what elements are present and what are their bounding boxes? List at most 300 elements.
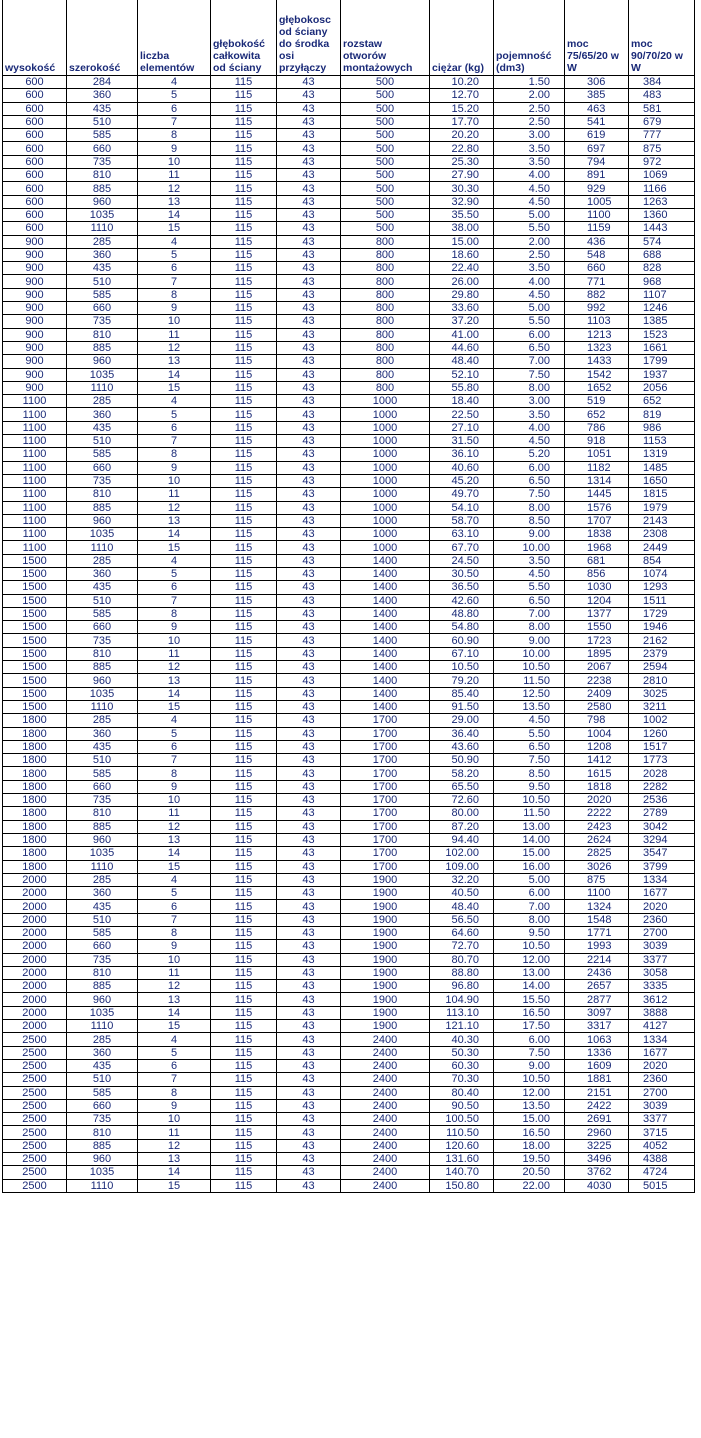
cell-glebokosc-calkowita: 115 bbox=[211, 581, 277, 594]
cell-moc-75: 2877 bbox=[565, 993, 629, 1006]
cell-moc-75: 2624 bbox=[565, 833, 629, 846]
cell-glebokosc-calkowita: 115 bbox=[211, 315, 277, 328]
cell-liczba-elementow: 4 bbox=[138, 76, 211, 89]
cell-ciezar: 140.70 bbox=[430, 1166, 494, 1179]
cell-ciezar: 18.40 bbox=[430, 395, 494, 408]
cell-pojemnosc: 7.50 bbox=[494, 754, 565, 767]
cell-moc-90: 2360 bbox=[629, 1073, 695, 1086]
cell-liczba-elementow: 6 bbox=[138, 581, 211, 594]
cell-liczba-elementow: 11 bbox=[138, 966, 211, 979]
cell-szerokosc: 960 bbox=[67, 833, 138, 846]
cell-moc-90: 1334 bbox=[629, 1033, 695, 1046]
cell-pojemnosc: 10.00 bbox=[494, 541, 565, 554]
cell-liczba-elementow: 15 bbox=[138, 700, 211, 713]
cell-glebokosc-calkowita: 115 bbox=[211, 687, 277, 700]
cell-pojemnosc: 2.50 bbox=[494, 115, 565, 128]
cell-wysokosc: 600 bbox=[3, 155, 67, 168]
cell-szerokosc: 960 bbox=[67, 195, 138, 208]
cell-rozstaw-otworow: 1700 bbox=[341, 767, 430, 780]
cell-moc-90: 4724 bbox=[629, 1166, 695, 1179]
cell-glebokosc-osi: 43 bbox=[277, 169, 341, 182]
cell-rozstaw-otworow: 500 bbox=[341, 115, 430, 128]
cell-moc-75: 2691 bbox=[565, 1113, 629, 1126]
cell-glebokosc-calkowita: 115 bbox=[211, 368, 277, 381]
cell-moc-75: 1968 bbox=[565, 541, 629, 554]
cell-szerokosc: 960 bbox=[67, 514, 138, 527]
cell-pojemnosc: 14.00 bbox=[494, 833, 565, 846]
cell-wysokosc: 600 bbox=[3, 76, 67, 89]
cell-ciezar: 48.40 bbox=[430, 355, 494, 368]
cell-wysokosc: 900 bbox=[3, 328, 67, 341]
table-row bbox=[3, 448, 695, 461]
cell-moc-75: 918 bbox=[565, 435, 629, 448]
table-row bbox=[3, 714, 695, 727]
cell-pojemnosc: 13.50 bbox=[494, 1099, 565, 1112]
table-row bbox=[3, 76, 695, 89]
cell-glebokosc-calkowita: 115 bbox=[211, 208, 277, 221]
cell-glebokosc-osi: 43 bbox=[277, 727, 341, 740]
cell-moc-75: 3762 bbox=[565, 1166, 629, 1179]
cell-wysokosc: 600 bbox=[3, 222, 67, 235]
cell-wysokosc: 2000 bbox=[3, 1006, 67, 1019]
cell-glebokosc-osi: 43 bbox=[277, 647, 341, 660]
table-row bbox=[3, 674, 695, 687]
cell-ciezar: 54.10 bbox=[430, 501, 494, 514]
cell-rozstaw-otworow: 2400 bbox=[341, 1033, 430, 1046]
cell-glebokosc-osi: 43 bbox=[277, 514, 341, 527]
cell-moc-75: 3026 bbox=[565, 860, 629, 873]
table-row bbox=[3, 687, 695, 700]
cell-szerokosc: 810 bbox=[67, 1126, 138, 1139]
cell-moc-90: 1293 bbox=[629, 581, 695, 594]
cell-rozstaw-otworow: 500 bbox=[341, 155, 430, 168]
cell-ciezar: 27.90 bbox=[430, 169, 494, 182]
cell-wysokosc: 1100 bbox=[3, 488, 67, 501]
cell-liczba-elementow: 5 bbox=[138, 408, 211, 421]
table-row bbox=[3, 621, 695, 634]
cell-moc-90: 2810 bbox=[629, 674, 695, 687]
cell-ciezar: 60.30 bbox=[430, 1059, 494, 1072]
cell-liczba-elementow: 9 bbox=[138, 780, 211, 793]
cell-szerokosc: 585 bbox=[67, 1086, 138, 1099]
cell-rozstaw-otworow: 800 bbox=[341, 235, 430, 248]
cell-liczba-elementow: 5 bbox=[138, 567, 211, 580]
cell-glebokosc-osi: 43 bbox=[277, 435, 341, 448]
cell-glebokosc-osi: 43 bbox=[277, 927, 341, 940]
cell-pojemnosc: 1.50 bbox=[494, 76, 565, 89]
cell-moc-90: 2028 bbox=[629, 767, 695, 780]
cell-pojemnosc: 3.50 bbox=[494, 262, 565, 275]
cell-moc-90: 875 bbox=[629, 142, 695, 155]
cell-pojemnosc: 15.00 bbox=[494, 847, 565, 860]
cell-ciezar: 67.10 bbox=[430, 647, 494, 660]
cell-moc-90: 968 bbox=[629, 275, 695, 288]
cell-pojemnosc: 5.00 bbox=[494, 208, 565, 221]
cell-wysokosc: 1500 bbox=[3, 661, 67, 674]
cell-moc-90: 1074 bbox=[629, 567, 695, 580]
cell-rozstaw-otworow: 1900 bbox=[341, 940, 430, 953]
cell-moc-90: 1385 bbox=[629, 315, 695, 328]
cell-moc-90: 1815 bbox=[629, 488, 695, 501]
cell-glebokosc-calkowita: 115 bbox=[211, 1099, 277, 1112]
cell-szerokosc: 1035 bbox=[67, 847, 138, 860]
cell-moc-75: 891 bbox=[565, 169, 629, 182]
cell-rozstaw-otworow: 1400 bbox=[341, 554, 430, 567]
cell-glebokosc-calkowita: 115 bbox=[211, 262, 277, 275]
cell-pojemnosc: 19.50 bbox=[494, 1153, 565, 1166]
cell-moc-90: 1443 bbox=[629, 222, 695, 235]
cell-szerokosc: 735 bbox=[67, 1113, 138, 1126]
table-row bbox=[3, 607, 695, 620]
table-row bbox=[3, 182, 695, 195]
cell-liczba-elementow: 14 bbox=[138, 368, 211, 381]
cell-szerokosc: 510 bbox=[67, 913, 138, 926]
cell-moc-90: 1334 bbox=[629, 873, 695, 886]
cell-pojemnosc: 16.00 bbox=[494, 860, 565, 873]
cell-wysokosc: 1500 bbox=[3, 621, 67, 634]
cell-moc-90: 688 bbox=[629, 248, 695, 261]
table-row bbox=[3, 355, 695, 368]
cell-wysokosc: 900 bbox=[3, 341, 67, 354]
cell-szerokosc: 885 bbox=[67, 182, 138, 195]
cell-glebokosc-osi: 43 bbox=[277, 129, 341, 142]
cell-szerokosc: 660 bbox=[67, 780, 138, 793]
cell-glebokosc-calkowita: 115 bbox=[211, 754, 277, 767]
table-row bbox=[3, 421, 695, 434]
cell-moc-90: 1661 bbox=[629, 341, 695, 354]
cell-rozstaw-otworow: 2400 bbox=[341, 1126, 430, 1139]
cell-wysokosc: 2000 bbox=[3, 913, 67, 926]
header-row bbox=[3, 0, 695, 76]
cell-pojemnosc: 6.00 bbox=[494, 461, 565, 474]
cell-szerokosc: 885 bbox=[67, 661, 138, 674]
table-row bbox=[3, 940, 695, 953]
cell-glebokosc-calkowita: 115 bbox=[211, 607, 277, 620]
cell-rozstaw-otworow: 500 bbox=[341, 76, 430, 89]
cell-glebokosc-osi: 43 bbox=[277, 448, 341, 461]
table-row bbox=[3, 780, 695, 793]
cell-wysokosc: 1800 bbox=[3, 780, 67, 793]
cell-glebokosc-calkowita: 115 bbox=[211, 115, 277, 128]
cell-glebokosc-calkowita: 115 bbox=[211, 1073, 277, 1086]
cell-rozstaw-otworow: 1000 bbox=[341, 408, 430, 421]
cell-pojemnosc: 10.50 bbox=[494, 1073, 565, 1086]
cell-glebokosc-osi: 43 bbox=[277, 594, 341, 607]
cell-pojemnosc: 22.00 bbox=[494, 1179, 565, 1192]
cell-liczba-elementow: 14 bbox=[138, 847, 211, 860]
cell-szerokosc: 885 bbox=[67, 980, 138, 993]
cell-moc-90: 3211 bbox=[629, 700, 695, 713]
cell-moc-75: 786 bbox=[565, 421, 629, 434]
table-row bbox=[3, 195, 695, 208]
cell-moc-75: 1030 bbox=[565, 581, 629, 594]
cell-glebokosc-calkowita: 115 bbox=[211, 1113, 277, 1126]
table-row bbox=[3, 248, 695, 261]
cell-pojemnosc: 7.50 bbox=[494, 368, 565, 381]
table-row bbox=[3, 1166, 695, 1179]
cell-moc-90: 2789 bbox=[629, 807, 695, 820]
cell-moc-75: 2222 bbox=[565, 807, 629, 820]
cell-rozstaw-otworow: 1900 bbox=[341, 953, 430, 966]
table-row bbox=[3, 408, 695, 421]
cell-pojemnosc: 6.00 bbox=[494, 1033, 565, 1046]
cell-szerokosc: 360 bbox=[67, 248, 138, 261]
cell-moc-90: 1319 bbox=[629, 448, 695, 461]
cell-liczba-elementow: 11 bbox=[138, 328, 211, 341]
cell-wysokosc: 900 bbox=[3, 368, 67, 381]
cell-glebokosc-calkowita: 115 bbox=[211, 1033, 277, 1046]
cell-ciezar: 33.60 bbox=[430, 302, 494, 315]
cell-szerokosc: 960 bbox=[67, 355, 138, 368]
cell-rozstaw-otworow: 500 bbox=[341, 129, 430, 142]
cell-ciezar: 10.50 bbox=[430, 661, 494, 674]
table-row bbox=[3, 887, 695, 900]
cell-moc-75: 1707 bbox=[565, 514, 629, 527]
cell-wysokosc: 2000 bbox=[3, 993, 67, 1006]
cell-ciezar: 72.70 bbox=[430, 940, 494, 953]
cell-glebokosc-osi: 43 bbox=[277, 1020, 341, 1033]
table-row bbox=[3, 581, 695, 594]
cell-liczba-elementow: 6 bbox=[138, 740, 211, 753]
cell-liczba-elementow: 4 bbox=[138, 1033, 211, 1046]
cell-rozstaw-otworow: 800 bbox=[341, 315, 430, 328]
cell-rozstaw-otworow: 2400 bbox=[341, 1059, 430, 1072]
cell-glebokosc-calkowita: 115 bbox=[211, 887, 277, 900]
cell-moc-75: 1818 bbox=[565, 780, 629, 793]
cell-wysokosc: 1100 bbox=[3, 395, 67, 408]
cell-szerokosc: 960 bbox=[67, 674, 138, 687]
cell-rozstaw-otworow: 800 bbox=[341, 381, 430, 394]
table-row bbox=[3, 488, 695, 501]
cell-rozstaw-otworow: 1400 bbox=[341, 581, 430, 594]
cell-szerokosc: 585 bbox=[67, 927, 138, 940]
cell-moc-90: 1979 bbox=[629, 501, 695, 514]
cell-moc-75: 4030 bbox=[565, 1179, 629, 1192]
header-wysokosc: wysokość bbox=[3, 0, 67, 76]
cell-liczba-elementow: 9 bbox=[138, 142, 211, 155]
cell-glebokosc-osi: 43 bbox=[277, 488, 341, 501]
table-row bbox=[3, 368, 695, 381]
cell-glebokosc-osi: 43 bbox=[277, 1153, 341, 1166]
cell-wysokosc: 2500 bbox=[3, 1046, 67, 1059]
cell-szerokosc: 1035 bbox=[67, 528, 138, 541]
cell-moc-75: 875 bbox=[565, 873, 629, 886]
cell-glebokosc-osi: 43 bbox=[277, 474, 341, 487]
cell-pojemnosc: 5.00 bbox=[494, 873, 565, 886]
cell-glebokosc-calkowita: 115 bbox=[211, 1126, 277, 1139]
cell-liczba-elementow: 4 bbox=[138, 235, 211, 248]
cell-glebokosc-calkowita: 115 bbox=[211, 222, 277, 235]
cell-glebokosc-calkowita: 115 bbox=[211, 182, 277, 195]
cell-moc-75: 2580 bbox=[565, 700, 629, 713]
cell-pojemnosc: 15.50 bbox=[494, 993, 565, 1006]
cell-pojemnosc: 7.00 bbox=[494, 355, 565, 368]
cell-wysokosc: 1800 bbox=[3, 860, 67, 873]
cell-wysokosc: 1500 bbox=[3, 567, 67, 580]
cell-glebokosc-calkowita: 115 bbox=[211, 275, 277, 288]
cell-wysokosc: 1800 bbox=[3, 847, 67, 860]
cell-moc-90: 3377 bbox=[629, 1113, 695, 1126]
cell-glebokosc-calkowita: 115 bbox=[211, 142, 277, 155]
cell-moc-90: 4052 bbox=[629, 1139, 695, 1152]
cell-moc-75: 1182 bbox=[565, 461, 629, 474]
header-moc-90-70-20: moc 90/70/20 w W bbox=[629, 0, 695, 76]
table-row bbox=[3, 754, 695, 767]
cell-szerokosc: 1035 bbox=[67, 687, 138, 700]
cell-szerokosc: 885 bbox=[67, 341, 138, 354]
cell-moc-90: 1360 bbox=[629, 208, 695, 221]
cell-liczba-elementow: 10 bbox=[138, 953, 211, 966]
cell-glebokosc-osi: 43 bbox=[277, 1166, 341, 1179]
cell-moc-75: 1550 bbox=[565, 621, 629, 634]
cell-szerokosc: 885 bbox=[67, 1139, 138, 1152]
cell-glebokosc-calkowita: 115 bbox=[211, 421, 277, 434]
cell-szerokosc: 285 bbox=[67, 554, 138, 567]
table-row bbox=[3, 541, 695, 554]
cell-wysokosc: 1800 bbox=[3, 754, 67, 767]
cell-szerokosc: 810 bbox=[67, 647, 138, 660]
cell-moc-75: 1609 bbox=[565, 1059, 629, 1072]
cell-glebokosc-osi: 43 bbox=[277, 621, 341, 634]
cell-ciezar: 27.10 bbox=[430, 421, 494, 434]
cell-ciezar: 32.20 bbox=[430, 873, 494, 886]
cell-glebokosc-calkowita: 115 bbox=[211, 155, 277, 168]
table-row bbox=[3, 807, 695, 820]
cell-glebokosc-osi: 43 bbox=[277, 847, 341, 860]
cell-moc-75: 3496 bbox=[565, 1153, 629, 1166]
cell-glebokosc-calkowita: 115 bbox=[211, 488, 277, 501]
table-row bbox=[3, 1006, 695, 1019]
table-row bbox=[3, 661, 695, 674]
cell-ciezar: 45.20 bbox=[430, 474, 494, 487]
cell-ciezar: 24.50 bbox=[430, 554, 494, 567]
cell-szerokosc: 735 bbox=[67, 794, 138, 807]
cell-glebokosc-calkowita: 115 bbox=[211, 288, 277, 301]
cell-rozstaw-otworow: 1700 bbox=[341, 860, 430, 873]
cell-pojemnosc: 6.00 bbox=[494, 887, 565, 900]
cell-moc-90: 1937 bbox=[629, 368, 695, 381]
cell-szerokosc: 735 bbox=[67, 155, 138, 168]
table-body bbox=[3, 76, 695, 1193]
table-row bbox=[3, 1073, 695, 1086]
cell-moc-90: 4127 bbox=[629, 1020, 695, 1033]
table-row bbox=[3, 341, 695, 354]
cell-rozstaw-otworow: 1000 bbox=[341, 461, 430, 474]
table-row bbox=[3, 1086, 695, 1099]
cell-ciezar: 36.10 bbox=[430, 448, 494, 461]
cell-moc-75: 2422 bbox=[565, 1099, 629, 1112]
table-row bbox=[3, 554, 695, 567]
cell-wysokosc: 2500 bbox=[3, 1033, 67, 1046]
cell-rozstaw-otworow: 800 bbox=[341, 328, 430, 341]
cell-ciezar: 40.30 bbox=[430, 1033, 494, 1046]
cell-glebokosc-osi: 43 bbox=[277, 102, 341, 115]
cell-rozstaw-otworow: 1400 bbox=[341, 634, 430, 647]
cell-rozstaw-otworow: 1900 bbox=[341, 873, 430, 886]
cell-moc-75: 660 bbox=[565, 262, 629, 275]
cell-ciezar: 26.00 bbox=[430, 275, 494, 288]
cell-moc-75: 929 bbox=[565, 182, 629, 195]
cell-rozstaw-otworow: 800 bbox=[341, 302, 430, 315]
cell-wysokosc: 2500 bbox=[3, 1113, 67, 1126]
cell-moc-90: 5015 bbox=[629, 1179, 695, 1192]
cell-wysokosc: 2000 bbox=[3, 927, 67, 940]
cell-moc-75: 2657 bbox=[565, 980, 629, 993]
cell-liczba-elementow: 6 bbox=[138, 262, 211, 275]
cell-liczba-elementow: 13 bbox=[138, 674, 211, 687]
table-row bbox=[3, 1153, 695, 1166]
cell-wysokosc: 1100 bbox=[3, 408, 67, 421]
cell-glebokosc-osi: 43 bbox=[277, 833, 341, 846]
cell-pojemnosc: 8.00 bbox=[494, 913, 565, 926]
cell-pojemnosc: 18.00 bbox=[494, 1139, 565, 1152]
cell-szerokosc: 885 bbox=[67, 501, 138, 514]
table-row bbox=[3, 155, 695, 168]
cell-moc-75: 1838 bbox=[565, 528, 629, 541]
cell-glebokosc-osi: 43 bbox=[277, 461, 341, 474]
cell-rozstaw-otworow: 1000 bbox=[341, 435, 430, 448]
cell-szerokosc: 810 bbox=[67, 807, 138, 820]
cell-liczba-elementow: 15 bbox=[138, 541, 211, 554]
table-row bbox=[3, 129, 695, 142]
cell-moc-90: 1799 bbox=[629, 355, 695, 368]
cell-ciezar: 80.40 bbox=[430, 1086, 494, 1099]
cell-glebokosc-calkowita: 115 bbox=[211, 833, 277, 846]
cell-glebokosc-calkowita: 115 bbox=[211, 501, 277, 514]
cell-wysokosc: 1500 bbox=[3, 674, 67, 687]
cell-ciezar: 35.50 bbox=[430, 208, 494, 221]
cell-moc-75: 1213 bbox=[565, 328, 629, 341]
cell-rozstaw-otworow: 1400 bbox=[341, 621, 430, 634]
cell-glebokosc-calkowita: 115 bbox=[211, 674, 277, 687]
cell-glebokosc-osi: 43 bbox=[277, 381, 341, 394]
cell-rozstaw-otworow: 1700 bbox=[341, 833, 430, 846]
cell-moc-90: 1246 bbox=[629, 302, 695, 315]
table-row bbox=[3, 820, 695, 833]
cell-moc-90: 2379 bbox=[629, 647, 695, 660]
cell-moc-75: 1100 bbox=[565, 208, 629, 221]
cell-ciezar: 72.60 bbox=[430, 794, 494, 807]
cell-pojemnosc: 3.50 bbox=[494, 155, 565, 168]
cell-liczba-elementow: 6 bbox=[138, 900, 211, 913]
cell-moc-90: 2536 bbox=[629, 794, 695, 807]
cell-liczba-elementow: 13 bbox=[138, 1153, 211, 1166]
cell-liczba-elementow: 14 bbox=[138, 1166, 211, 1179]
cell-moc-75: 1895 bbox=[565, 647, 629, 660]
cell-wysokosc: 1100 bbox=[3, 421, 67, 434]
cell-moc-90: 1523 bbox=[629, 328, 695, 341]
cell-pojemnosc: 8.00 bbox=[494, 381, 565, 394]
cell-wysokosc: 1500 bbox=[3, 647, 67, 660]
cell-glebokosc-osi: 43 bbox=[277, 288, 341, 301]
cell-szerokosc: 1035 bbox=[67, 1166, 138, 1179]
cell-liczba-elementow: 7 bbox=[138, 1073, 211, 1086]
cell-szerokosc: 585 bbox=[67, 767, 138, 780]
cell-ciezar: 110.50 bbox=[430, 1126, 494, 1139]
cell-liczba-elementow: 9 bbox=[138, 1099, 211, 1112]
cell-liczba-elementow: 7 bbox=[138, 435, 211, 448]
cell-ciezar: 29.00 bbox=[430, 714, 494, 727]
cell-moc-75: 1881 bbox=[565, 1073, 629, 1086]
cell-szerokosc: 360 bbox=[67, 887, 138, 900]
cell-ciezar: 150.80 bbox=[430, 1179, 494, 1192]
header-pojemnosc: pojemność (dm3) bbox=[494, 0, 565, 76]
cell-pojemnosc: 4.50 bbox=[494, 182, 565, 195]
table-row bbox=[3, 594, 695, 607]
cell-ciezar: 80.00 bbox=[430, 807, 494, 820]
cell-pojemnosc: 12.50 bbox=[494, 687, 565, 700]
cell-glebokosc-osi: 43 bbox=[277, 581, 341, 594]
